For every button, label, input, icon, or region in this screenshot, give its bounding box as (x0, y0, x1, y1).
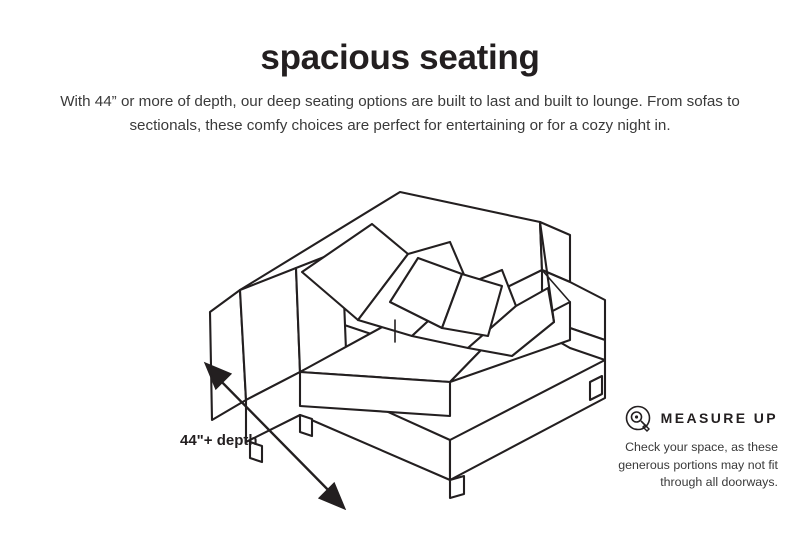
page-title: spacious seating (260, 38, 540, 77)
measure-up-body-line-1: Check your space, as these (625, 440, 778, 454)
measure-up-callout (578, 404, 778, 492)
measure-tape-icon (624, 404, 652, 432)
measure-up-title: MEASURE UP (660, 410, 778, 426)
measure-up-body (578, 439, 778, 492)
page-subhead: With 44” or more of depth, our deep seating options are built to last and built to lounge. From sofas to sectionals, these comfy choices are perfect for entertaining or for a cozy night in. (60, 93, 740, 134)
depth-dimension-label: 44"+ depth (180, 432, 258, 449)
measure-up-body-line-3: through all doorways. (660, 475, 778, 490)
measure-up-body-line-2: generous portions may not fit (618, 457, 778, 472)
